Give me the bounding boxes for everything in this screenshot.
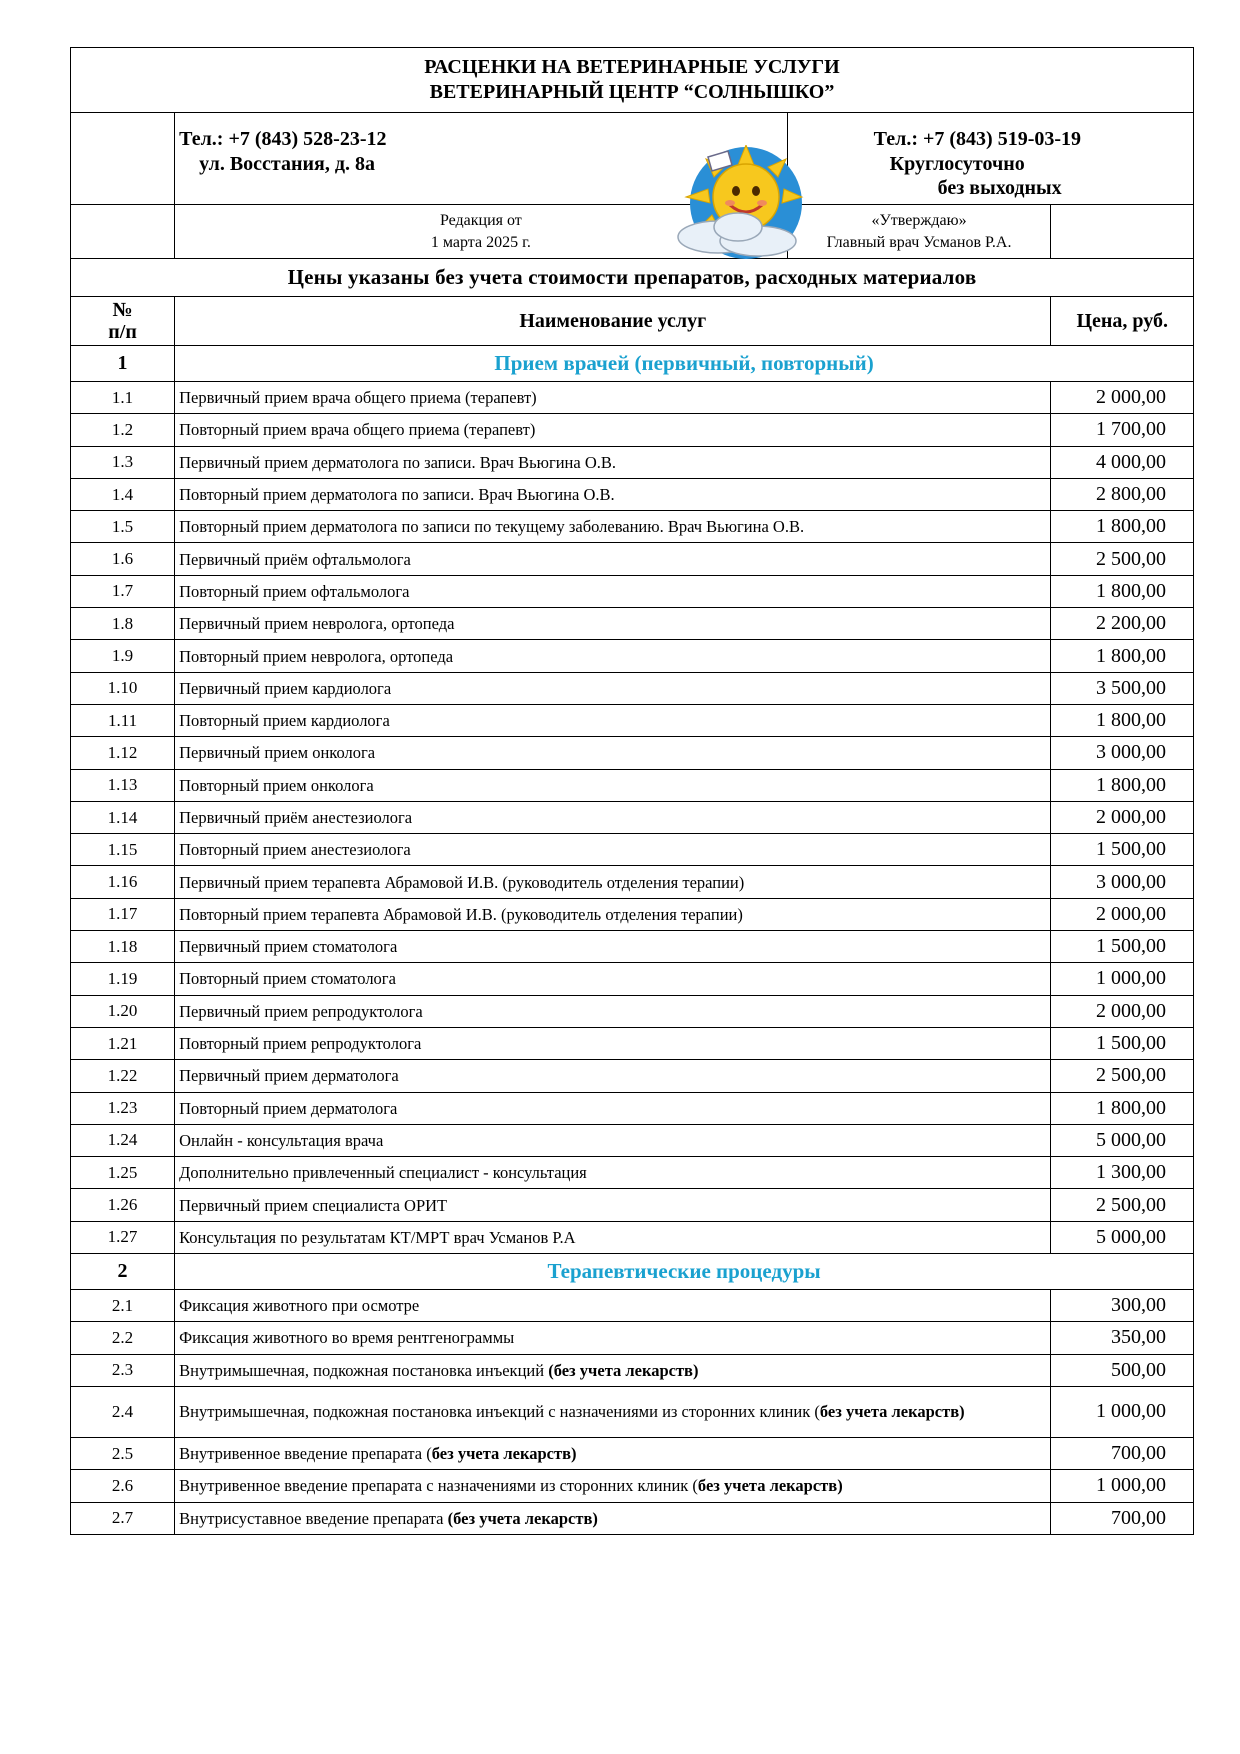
service-note: без учета лекарств xyxy=(431,1444,572,1464)
table-row xyxy=(71,1092,1194,1124)
row-number: 1.22 xyxy=(71,1060,175,1092)
row-number: 2.7 xyxy=(71,1502,175,1534)
service-name xyxy=(175,704,1051,736)
service-name xyxy=(175,511,1051,543)
service-name xyxy=(175,672,1051,704)
service-name xyxy=(175,1470,1051,1502)
service-note-tail: ) xyxy=(959,1402,965,1422)
service-text: Первичный прием невролога, ортопеда xyxy=(179,614,455,634)
table-row xyxy=(71,672,1194,704)
service-price: 2 500,00 xyxy=(1051,543,1194,575)
service-name xyxy=(175,1290,1051,1322)
service-text: Повторный прием офтальмолога xyxy=(179,581,410,601)
table-row xyxy=(71,995,1194,1027)
service-text: Повторный прием дерматолога xyxy=(179,1098,398,1118)
table-row xyxy=(71,478,1194,510)
table-row xyxy=(71,414,1194,446)
service-price: 1 500,00 xyxy=(1051,1027,1194,1059)
service-text: Первичный прием кардиолога xyxy=(179,678,392,698)
service-price: 350,00 xyxy=(1051,1322,1194,1354)
service-text: Первичный приём анестезиолога xyxy=(179,808,413,827)
approval-info xyxy=(787,205,1051,259)
service-text: Фиксация животного во время рентгенограммы xyxy=(179,1328,515,1348)
row-number: 1.26 xyxy=(71,1189,175,1221)
table-row xyxy=(71,866,1194,898)
service-name xyxy=(175,1060,1051,1092)
table-row xyxy=(71,1437,1194,1469)
row-number: 1.16 xyxy=(71,866,175,898)
service-price: 1 300,00 xyxy=(1051,1157,1194,1189)
table-row xyxy=(71,737,1194,769)
service-text: Внутривенное введение препарата ( xyxy=(179,1444,432,1464)
edition-blank-cell xyxy=(71,205,175,259)
service-text: Первичный приём офтальмолога xyxy=(179,549,411,569)
service-price: 3 000,00 xyxy=(1051,866,1194,898)
row-number: 1.6 xyxy=(71,543,175,575)
service-price: 700,00 xyxy=(1051,1437,1194,1469)
table-row xyxy=(71,446,1194,478)
sun-logo xyxy=(668,145,818,267)
service-text: Внутримышечная, подкожная постановка инъекций xyxy=(179,1360,549,1380)
service-price: 2 000,00 xyxy=(1051,995,1194,1027)
service-name xyxy=(175,1027,1051,1059)
table-row xyxy=(71,834,1194,866)
row-number: 1.11 xyxy=(71,704,175,736)
sun-icon xyxy=(668,145,818,267)
service-price: 3 000,00 xyxy=(1051,737,1194,769)
service-name xyxy=(175,1354,1051,1386)
service-price: 1 800,00 xyxy=(1051,769,1194,801)
service-name xyxy=(175,737,1051,769)
approve-label: «Утверждаю» xyxy=(871,211,967,229)
service-price: 1 800,00 xyxy=(1051,704,1194,736)
edition-label: Редакция от xyxy=(439,211,522,229)
col-num-line-1: № xyxy=(112,299,133,321)
service-price: 1 000,00 xyxy=(1051,963,1194,995)
row-number: 1.3 xyxy=(71,446,175,478)
row-number: 1.25 xyxy=(71,1157,175,1189)
service-text: Повторный прием дерматолога по записи по текущему заболеванию. Врач Вьюгина О.В. xyxy=(179,517,805,537)
section-number: 2 xyxy=(71,1254,175,1290)
service-price: 4 000,00 xyxy=(1051,446,1194,478)
service-note-tail: ) xyxy=(571,1444,577,1464)
row-number: 1.23 xyxy=(71,1092,175,1124)
service-note: (без учета лекарств) xyxy=(548,1360,699,1380)
row-number: 1.13 xyxy=(71,769,175,801)
service-price: 1 500,00 xyxy=(1051,931,1194,963)
row-number: 2.4 xyxy=(71,1386,175,1437)
service-price: 1 000,00 xyxy=(1051,1470,1194,1502)
row-number: 1.19 xyxy=(71,963,175,995)
service-name xyxy=(175,963,1051,995)
row-number: 1.20 xyxy=(71,995,175,1027)
row-number: 2.2 xyxy=(71,1322,175,1354)
notice-row xyxy=(71,259,1194,297)
section-number: 1 xyxy=(71,346,175,382)
table-row xyxy=(71,1124,1194,1156)
edition-row xyxy=(71,205,1194,259)
service-text: Первичный прием терапевта Абрамовой И.В. (руководитель отделения терапии) xyxy=(179,872,745,892)
service-name xyxy=(175,478,1051,510)
service-price: 2 000,00 xyxy=(1051,382,1194,414)
row-number: 1.12 xyxy=(71,737,175,769)
table-row xyxy=(71,1470,1194,1502)
table-row xyxy=(71,704,1194,736)
service-name xyxy=(175,801,1051,833)
table-row xyxy=(71,511,1194,543)
table-row xyxy=(71,1157,1194,1189)
title-line-2: ВЕТЕРИНАРНЫЙ ЦЕНТР “СОЛНЫШКО” xyxy=(429,81,835,103)
service-price: 2 000,00 xyxy=(1051,898,1194,930)
column-number-header xyxy=(71,297,175,346)
row-number: 1.17 xyxy=(71,898,175,930)
contacts-row xyxy=(71,113,1194,205)
service-price: 2 500,00 xyxy=(1051,1060,1194,1092)
right-hours: Круглосуточно xyxy=(889,153,1025,175)
row-number: 1.21 xyxy=(71,1027,175,1059)
service-name xyxy=(175,1502,1051,1534)
price-table xyxy=(70,47,1194,1535)
service-text: Повторный прием стоматолога xyxy=(179,969,396,989)
table-row xyxy=(71,575,1194,607)
service-name xyxy=(175,543,1051,575)
service-price: 5 000,00 xyxy=(1051,1221,1194,1253)
service-text: Первичный прием онколога xyxy=(179,743,376,763)
row-number: 1.27 xyxy=(71,1221,175,1253)
service-price: 1 500,00 xyxy=(1051,834,1194,866)
service-text: Повторный прием репродуктолога xyxy=(179,1034,422,1054)
row-number: 1.10 xyxy=(71,672,175,704)
service-name xyxy=(175,866,1051,898)
section-header-row xyxy=(71,346,1194,382)
right-phone: Тел.: +7 (843) 519-03-19 xyxy=(873,128,1082,150)
column-price-header: Цена, руб. xyxy=(1051,297,1194,346)
contacts-blank-cell xyxy=(71,113,175,205)
service-text: Внутримышечная, подкожная постановка инъекций с назначениями из сторонних клиник ( xyxy=(179,1402,820,1422)
service-text: Повторный прием невролога, ортопеда xyxy=(179,646,454,666)
service-name xyxy=(175,1322,1051,1354)
row-number: 2.5 xyxy=(71,1437,175,1469)
table-row xyxy=(71,382,1194,414)
service-price: 500,00 xyxy=(1051,1354,1194,1386)
row-number: 1.18 xyxy=(71,931,175,963)
service-price: 2 500,00 xyxy=(1051,1189,1194,1221)
table-row xyxy=(71,608,1194,640)
row-number: 1.24 xyxy=(71,1124,175,1156)
price-list-sheet xyxy=(70,47,1194,1535)
service-name xyxy=(175,575,1051,607)
left-phone: Тел.: +7 (843) 528-23-12 xyxy=(179,128,387,150)
service-text: Повторный прием дерматолога по записи. Врач Вьюгина О.В. xyxy=(179,485,615,505)
service-text: Первичный прием врача общего приема (терапевт) xyxy=(179,388,537,408)
row-number: 1.14 xyxy=(71,801,175,833)
service-note: (без учета лекарств) xyxy=(447,1508,598,1528)
row-number: 1.8 xyxy=(71,608,175,640)
service-text: Фиксация животного при осмотре xyxy=(179,1296,420,1316)
service-name xyxy=(175,834,1051,866)
service-text: Дополнительно привлеченный специалист - консультация xyxy=(179,1163,587,1183)
section-title: Прием врачей (первичный, повторный) xyxy=(175,346,1194,382)
service-name xyxy=(175,640,1051,672)
service-price: 2 800,00 xyxy=(1051,478,1194,510)
service-text: Первичный прием дерматолога по записи. Врач Вьюгина О.В. xyxy=(179,452,616,472)
service-text: Повторный прием терапевта Абрамовой И.В. (руководитель отделения терапии) xyxy=(179,904,743,924)
service-name xyxy=(175,769,1051,801)
service-name xyxy=(175,1437,1051,1469)
table-row xyxy=(71,931,1194,963)
service-name xyxy=(175,995,1051,1027)
table-row xyxy=(71,1290,1194,1322)
table-row xyxy=(71,1502,1194,1534)
service-name xyxy=(175,1221,1051,1253)
title-row xyxy=(71,48,1194,113)
service-text: Онлайн - консультация врача xyxy=(179,1130,384,1150)
row-number: 1.2 xyxy=(71,414,175,446)
service-name xyxy=(175,1124,1051,1156)
right-contacts xyxy=(787,113,1193,205)
table-row xyxy=(71,1189,1194,1221)
service-text: Повторный прием онколога xyxy=(179,775,374,795)
row-number: 1.9 xyxy=(71,640,175,672)
service-name xyxy=(175,1092,1051,1124)
row-number: 2.3 xyxy=(71,1354,175,1386)
service-note: без учета лекарств xyxy=(819,1402,960,1422)
service-text: Внутрисуставное введение препарата xyxy=(179,1508,448,1528)
table-row xyxy=(71,640,1194,672)
row-number: 1.1 xyxy=(71,382,175,414)
service-text: Повторный прием врача общего приема (терапевт) xyxy=(179,420,536,440)
service-price: 1 000,00 xyxy=(1051,1386,1194,1437)
service-text: Первичный прием репродуктолога xyxy=(179,1001,423,1021)
table-row xyxy=(71,1354,1194,1386)
service-name xyxy=(175,608,1051,640)
service-price: 300,00 xyxy=(1051,1290,1194,1322)
service-text: Повторный прием кардиолога xyxy=(179,711,390,731)
service-price: 3 500,00 xyxy=(1051,672,1194,704)
service-name xyxy=(175,931,1051,963)
title-line-1: РАСЦЕНКИ НА ВЕТЕРИНАРНЫЕ УСЛУГИ xyxy=(424,56,840,78)
document-title xyxy=(71,48,1194,113)
row-number: 2.6 xyxy=(71,1470,175,1502)
section-title: Терапевтические процедуры xyxy=(175,1254,1194,1290)
service-price: 1 800,00 xyxy=(1051,1092,1194,1124)
right-days: без выходных xyxy=(937,177,1062,199)
row-number: 1.7 xyxy=(71,575,175,607)
column-header-row xyxy=(71,297,1194,346)
service-name xyxy=(175,898,1051,930)
price-notice: Цены указаны без учета стоимости препаратов, расходных материалов xyxy=(71,259,1194,297)
approve-name: Главный врач Усманов Р.А. xyxy=(826,233,1012,251)
service-price: 5 000,00 xyxy=(1051,1124,1194,1156)
row-number: 1.5 xyxy=(71,511,175,543)
service-note-tail: ) xyxy=(837,1476,843,1496)
service-note: без учета лекарств xyxy=(697,1476,838,1496)
col-num-line-2: п/п xyxy=(108,321,137,343)
approval-blank-cell xyxy=(1051,205,1194,259)
row-number: 1.15 xyxy=(71,834,175,866)
service-text: Консультация по результатам КТ/МРТ врач Усманов Р.А xyxy=(179,1227,576,1247)
table-row xyxy=(71,543,1194,575)
table-row xyxy=(71,1060,1194,1092)
table-row xyxy=(71,898,1194,930)
service-price: 1 800,00 xyxy=(1051,575,1194,607)
service-price: 2 200,00 xyxy=(1051,608,1194,640)
service-price: 1 800,00 xyxy=(1051,640,1194,672)
service-text: Первичный прием стоматолога xyxy=(179,937,398,957)
service-name xyxy=(175,1386,1051,1437)
row-number: 1.4 xyxy=(71,478,175,510)
service-text: Первичный прием специалиста ОРИТ xyxy=(179,1195,448,1215)
service-price: 2 000,00 xyxy=(1051,801,1194,833)
edition-date: 1 марта 2025 г. xyxy=(430,233,531,251)
service-price: 1 700,00 xyxy=(1051,414,1194,446)
section-header-row xyxy=(71,1254,1194,1290)
table-row xyxy=(71,1027,1194,1059)
column-name-header: Наименование услуг xyxy=(175,297,1051,346)
service-name xyxy=(175,414,1051,446)
service-name xyxy=(175,1189,1051,1221)
service-text: Повторный прием анестезиолога xyxy=(179,840,411,860)
service-price: 1 800,00 xyxy=(1051,511,1194,543)
left-address: ул. Восстания, д. 8а xyxy=(199,153,375,175)
table-row xyxy=(71,1221,1194,1253)
service-name xyxy=(175,446,1051,478)
row-number: 2.1 xyxy=(71,1290,175,1322)
table-row xyxy=(71,1386,1194,1437)
service-name xyxy=(175,1157,1051,1189)
service-text: Первичный прием дерматолога xyxy=(179,1066,399,1086)
table-row xyxy=(71,1322,1194,1354)
service-name xyxy=(175,382,1051,414)
table-row xyxy=(71,963,1194,995)
table-row xyxy=(71,769,1194,801)
service-price: 700,00 xyxy=(1051,1502,1194,1534)
table-row xyxy=(71,801,1194,833)
service-text: Внутривенное введение препарата с назначениями из сторонних клиник ( xyxy=(179,1476,698,1496)
